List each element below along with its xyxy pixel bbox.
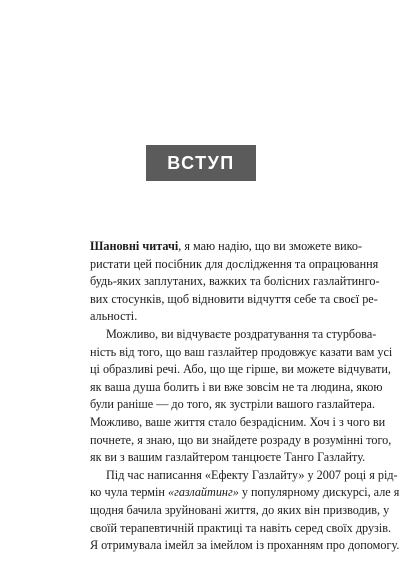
text-line: вих стосунків, щоб відновити відчуття себе та своєї ре- <box>90 291 378 306</box>
text-line: щодня бачила зруйновані життя, до яких він призводив, у <box>90 502 390 517</box>
text-line: Можливо, ви відчуваєте роздратування та стурбова- <box>106 326 377 341</box>
text-line: будь-яких заплутаних, важких та болісних газлайтинго- <box>90 274 380 289</box>
chapter-heading: ВСТУП <box>167 152 235 173</box>
paragraph <box>90 238 380 326</box>
text-line: як ваша душа болить і ви вже зовсім не та людина, якою <box>90 379 383 394</box>
text-line: Я отримувала імейл за імейлом із проханням про допомогу. <box>90 538 400 553</box>
text-line: ко чула термін «газлайтинг» у популярному дискурсі, але я <box>90 485 400 500</box>
lead-in-bold: Шановні читачі <box>90 239 179 253</box>
body-text <box>90 238 400 555</box>
paragraph <box>90 326 393 467</box>
text-line: ці образливі речі. Або, що ще гірше, ви можете відчувати, <box>90 362 391 377</box>
text-line: своїй терапевтичній практиці та навіть серед своїх друзів. <box>90 520 392 535</box>
text-line: альності. <box>90 309 138 324</box>
text-line: як ви з вашим газлайтером танцюєте Танго Газлайту. <box>90 450 366 465</box>
text-line: Під час написання «Ефекту Газлайту» у 2007 році я рід- <box>106 467 398 482</box>
text-line: Можливо, ваше життя стало безрадісним. Хоч і з чого ви <box>90 414 386 429</box>
text-line: ність від того, що ваш газлайтер продовжує казати вам усі <box>90 344 393 359</box>
emphasized-term: «газлайтинг» <box>167 485 239 500</box>
text-line: були раніше — до того, як зустріли вашого газлайтера. <box>90 397 375 412</box>
text-line: Шановні читачі, я маю надію, що ви зможете вико- <box>90 239 363 253</box>
text-line: ристати цей посібник для дослідження та опрацювання <box>90 256 379 271</box>
text-line: почнете, я знаю, що ви знайдете розраду в розумінні того, <box>90 432 392 447</box>
chapter-heading-box <box>146 145 256 181</box>
paragraph <box>90 467 400 555</box>
